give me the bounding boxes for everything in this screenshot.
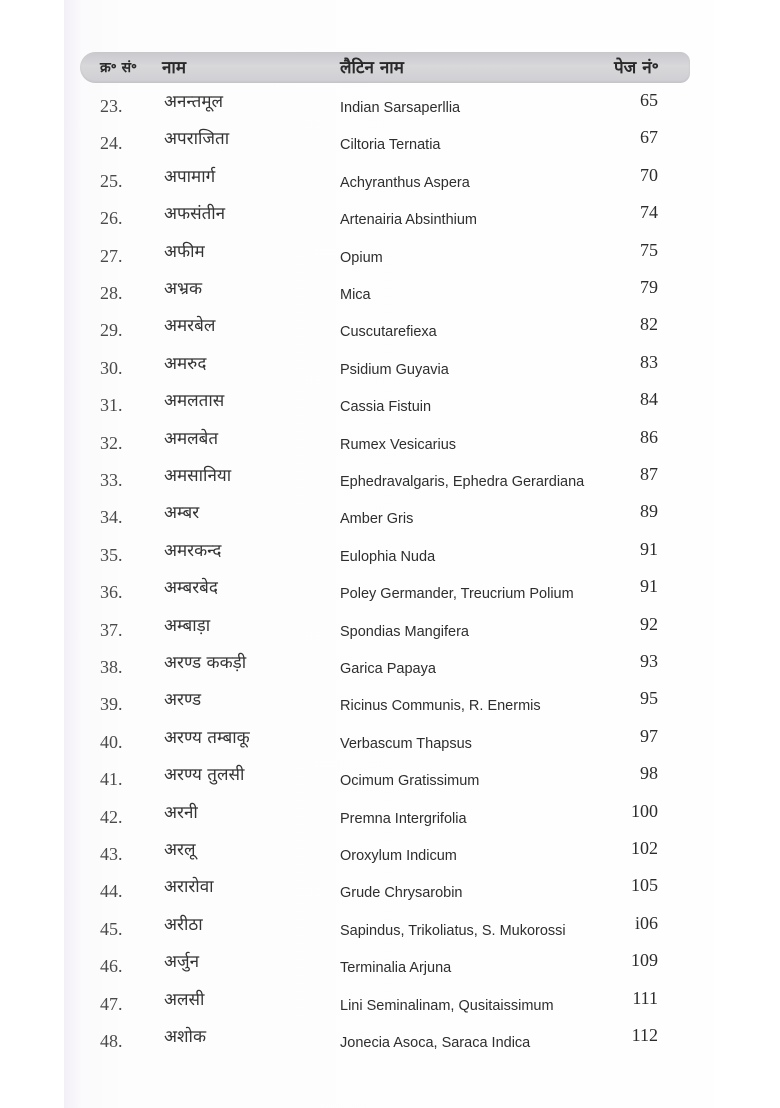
- row-hindi-name: अरण्य तम्बाकू: [164, 727, 250, 748]
- row-page-number: 98: [640, 763, 658, 784]
- row-serial-number: 48.: [100, 1031, 123, 1051]
- row-hindi-name: अरीठा: [164, 914, 203, 935]
- row-serial-number: 33.: [100, 470, 123, 490]
- row-latin-name: Ephedravalgaris, Ephedra Gerardiana: [340, 474, 585, 490]
- row-page-number: 93: [640, 651, 658, 671]
- row-serial-number: 43.: [100, 844, 123, 864]
- row-hindi-name: अमरुद: [164, 353, 207, 374]
- row-latin-name: Rumex Vesicarius: [340, 436, 457, 453]
- table-row: [0, 466, 780, 496]
- row-page-number: 97: [640, 725, 658, 746]
- row-latin-name: Sapindus, Trikoliatus, S. Mukorossi: [340, 922, 566, 939]
- table-row: [0, 800, 780, 833]
- row-latin-name: Garica Papaya: [340, 661, 436, 677]
- table-row: [0, 840, 780, 870]
- row-hindi-name: अशोक: [164, 1027, 207, 1047]
- table-row: [0, 952, 780, 982]
- row-latin-name: Cuscutarefiexa: [340, 324, 437, 341]
- row-latin-name: Opium: [340, 249, 383, 266]
- row-page-number: 95: [640, 688, 658, 709]
- row-serial-number: 34.: [100, 507, 123, 528]
- table-row: [0, 578, 780, 608]
- row-hindi-name: अरण्ड ककड़ी: [164, 653, 247, 673]
- row-serial-number: 40.: [100, 731, 123, 752]
- row-hindi-name: अम्बाड़ा: [164, 615, 211, 636]
- row-hindi-name: अरलू: [164, 840, 196, 860]
- table-row: [0, 1027, 780, 1057]
- row-hindi-name: अलसी: [164, 989, 205, 1010]
- table-row: [0, 239, 780, 272]
- row-page-number: 109: [631, 950, 658, 971]
- row-latin-name: Ocimum Gratissimum: [340, 773, 480, 790]
- row-latin-name: Premna Intergrifolia: [340, 810, 467, 827]
- row-page-number: 79: [640, 277, 658, 297]
- table-row: [0, 987, 780, 1020]
- row-serial-number: 38.: [100, 657, 123, 677]
- row-latin-name: Verbascum Thapsus: [340, 735, 472, 752]
- row-serial-number: 35.: [100, 544, 123, 565]
- row-latin-name: Eulophia Nuda: [340, 548, 436, 565]
- row-latin-name: Amber Gris: [340, 511, 414, 528]
- row-hindi-name: अफसंतीन: [164, 204, 226, 225]
- row-hindi-name: अमलबेत: [164, 428, 219, 449]
- row-hindi-name: अपराजिता: [164, 129, 230, 150]
- row-latin-name: Jonecia Asoca, Saraca Indica: [340, 1035, 531, 1051]
- row-serial-number: 31.: [100, 395, 123, 416]
- row-latin-name: Grude Chrysarobin: [340, 885, 463, 902]
- row-hindi-name: अमरबेल: [164, 316, 216, 337]
- row-page-number: 74: [640, 202, 658, 223]
- row-page-number: 83: [640, 351, 658, 372]
- table-row: [0, 351, 780, 384]
- row-latin-name: Poley Germander, Treucrium Polium: [340, 586, 574, 603]
- row-page-number: 82: [640, 314, 658, 335]
- row-hindi-name: अमरकन्द: [164, 540, 222, 561]
- row-hindi-name: अम्बरबेद: [164, 578, 218, 599]
- row-latin-name: Artenairia Absinthium: [340, 212, 478, 229]
- row-hindi-name: अरनी: [164, 802, 198, 823]
- row-serial-number: 41.: [100, 769, 123, 790]
- header-serial-number: क्र॰ सं॰: [100, 60, 138, 76]
- header-page-number: पेज नं॰: [614, 58, 659, 78]
- row-page-number: 91: [640, 538, 658, 559]
- row-serial-number: 47.: [100, 993, 123, 1014]
- row-latin-name: Cassia Fistuin: [340, 399, 432, 416]
- row-serial-number: 42.: [100, 806, 123, 827]
- table-row: [0, 765, 780, 795]
- row-serial-number: 39.: [100, 694, 123, 715]
- row-serial-number: 28.: [100, 283, 123, 303]
- row-serial-number: 29.: [100, 320, 123, 341]
- table-row: [0, 204, 780, 234]
- row-hindi-name: अरण्ड: [164, 690, 202, 711]
- row-latin-name: Mica: [340, 287, 371, 303]
- row-page-number: 112: [631, 1025, 658, 1045]
- row-hindi-name: अरारोवा: [164, 877, 214, 898]
- row-hindi-name: अमसानिया: [164, 466, 232, 486]
- row-serial-number: 32.: [100, 432, 123, 453]
- row-page-number: 87: [640, 464, 658, 484]
- row-hindi-name: अपामार्ग: [164, 166, 216, 187]
- table-row: [0, 316, 780, 346]
- row-page-number: 92: [640, 613, 658, 634]
- row-hindi-name: अम्बर: [164, 503, 200, 524]
- row-hindi-name: अमलतास: [164, 391, 225, 412]
- row-page-number: 65: [640, 90, 658, 110]
- table-row: [0, 653, 780, 683]
- row-serial-number: 45.: [100, 918, 123, 939]
- table-row: [0, 129, 780, 159]
- row-hindi-name: अरण्य तुलसी: [164, 765, 245, 786]
- table-row: [0, 912, 780, 945]
- row-latin-name: Lini Seminalinam, Qusitaissimum: [340, 997, 554, 1014]
- row-serial-number: 26.: [100, 208, 123, 229]
- row-serial-number: 36.: [100, 582, 123, 603]
- table-row: [0, 92, 780, 122]
- row-serial-number: 24.: [100, 133, 123, 154]
- row-latin-name: Psidium Guyavia: [340, 361, 449, 378]
- row-serial-number: 30.: [100, 357, 123, 378]
- table-row: [0, 538, 780, 571]
- row-latin-name: Indian Sarsaperllia: [340, 100, 461, 116]
- row-page-number: 67: [640, 127, 658, 148]
- row-latin-name: Achyranthus Aspera: [340, 174, 470, 191]
- table-row: [0, 391, 780, 421]
- row-serial-number: 46.: [100, 956, 123, 977]
- table-row: [0, 503, 780, 533]
- row-latin-name: Oroxylum Indicum: [340, 848, 457, 864]
- table-row: [0, 164, 780, 197]
- row-latin-name: Ciltoria Ternatia: [340, 137, 441, 154]
- table-row: [0, 725, 780, 758]
- row-page-number: 84: [640, 389, 658, 410]
- table-row: [0, 690, 780, 720]
- row-page-number: 89: [640, 501, 658, 522]
- row-page-number: 105: [631, 875, 658, 896]
- row-serial-number: 44.: [100, 881, 123, 902]
- row-serial-number: 25.: [100, 170, 123, 191]
- header-name: नाम: [162, 58, 187, 78]
- row-page-number: 102: [631, 838, 658, 858]
- row-page-number: 75: [640, 239, 658, 260]
- row-hindi-name: अफीम: [164, 241, 205, 262]
- row-page-number: 91: [640, 576, 658, 597]
- row-hindi-name: अर्जुन: [164, 952, 200, 973]
- header-latin-name: लैटिन नाम: [340, 58, 404, 78]
- row-serial-number: 23.: [100, 96, 123, 116]
- row-hindi-name: अभ्रक: [164, 279, 202, 299]
- table-row: [0, 877, 780, 907]
- row-serial-number: 27.: [100, 245, 123, 266]
- table-row: [0, 613, 780, 646]
- row-serial-number: 37.: [100, 619, 123, 640]
- row-latin-name: Ricinus Communis, R. Enermis: [340, 698, 541, 715]
- row-page-number: 70: [640, 164, 658, 185]
- row-page-number: 100: [631, 800, 658, 821]
- row-page-number: 86: [640, 426, 658, 447]
- row-hindi-name: अनन्तमूल: [164, 92, 224, 112]
- row-latin-name: Terminalia Arjuna: [340, 960, 452, 977]
- table-row: [0, 426, 780, 459]
- row-page-number: i06: [634, 912, 658, 933]
- table-row: [0, 279, 780, 309]
- row-page-number: 111: [632, 987, 658, 1008]
- row-latin-name: Spondias Mangifera: [340, 623, 469, 640]
